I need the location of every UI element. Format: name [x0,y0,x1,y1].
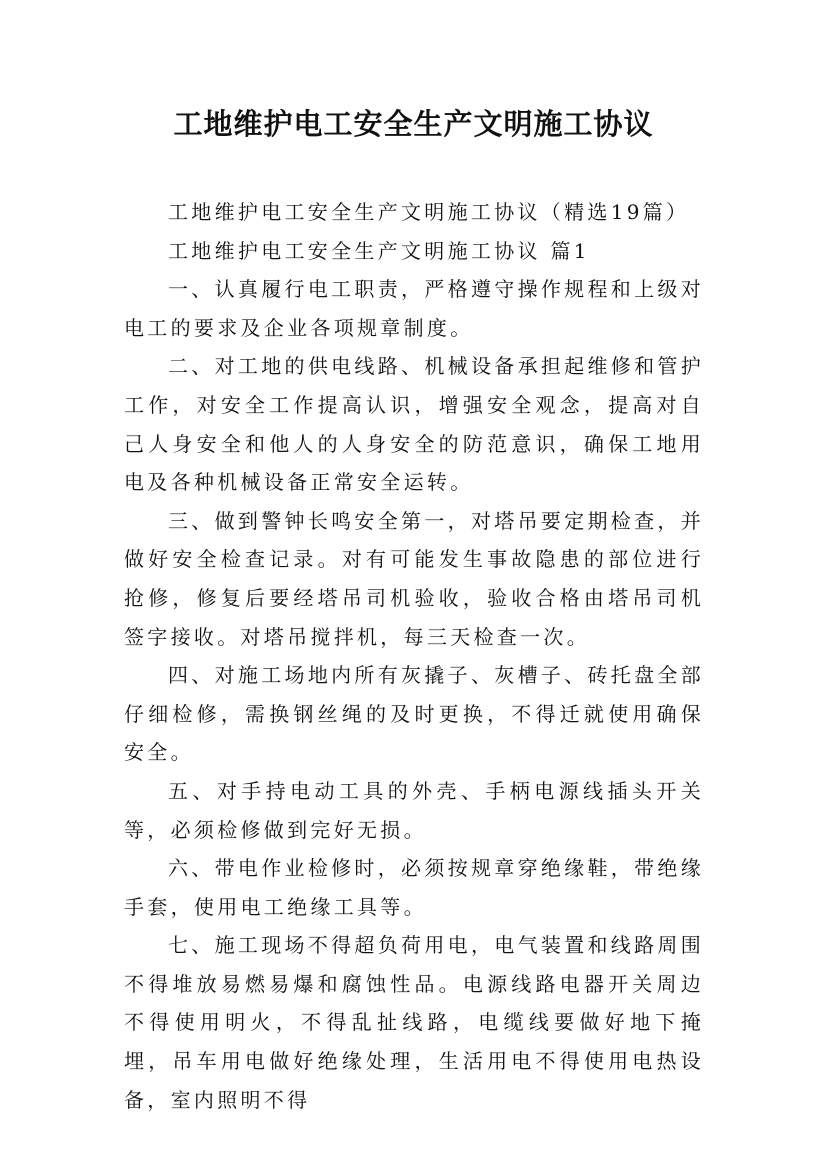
clause-4: 四、对施工场地内所有灰撬子、灰槽子、砖托盘全部仔细检修，需换钢丝绳的及时更换，不得迁就使用确保安全。 [124,663,704,765]
clause-2: 二、对工地的供电线路、机械设备承担起维修和管护工作，对安全工作提高认识，增强安全观念，提高对自己人身安全和他人的人身安全的防范意识，确保工地用电及各种机械设备正常安全运转。 [124,354,704,495]
clause-5: 五、对手持电动工具的外壳、手柄电源线插头开关等，必须检修做到完好无损。 [124,778,704,842]
clause-3: 三、做到警钟长鸣安全第一，对塔吊要定期检查，并做好安全检查记录。对有可能发生事故隐患的部位进行抢修，修复后要经塔吊司机验收，验收合格由塔吊司机签字接收。对塔吊搅拌机，每三天检查一次。 [124,508,704,649]
clause-1: 一、认真履行电工职责，严格遵守操作规程和上级对电工的要求及企业各项规章制度。 [124,277,704,340]
clause-6: 六、带电作业检修时，必须按规章穿绝缘鞋，带绝缘手套，使用电工绝缘工具等。 [124,856,704,919]
clause-7: 七、施工现场不得超负荷用电，电气装置和线路周围不得堆放易燃易爆和腐蚀性品。电源线路电器开关周边不得使用明火，不得乱扯线路，电缆线要做好地下掩埋，吊车用电做好绝缘处理，生活用电不得使用电热设备，室内照明不得 [124,933,704,1112]
section-heading: 工地维护电工安全生产文明施工协议 篇1 [168,238,590,263]
document-subtitle: 工地维护电工安全生产文明施工协议（精选19篇） [168,200,690,224]
document-body [124,193,704,1119]
document-title: 工地维护电工安全生产文明施工协议 [173,107,654,141]
